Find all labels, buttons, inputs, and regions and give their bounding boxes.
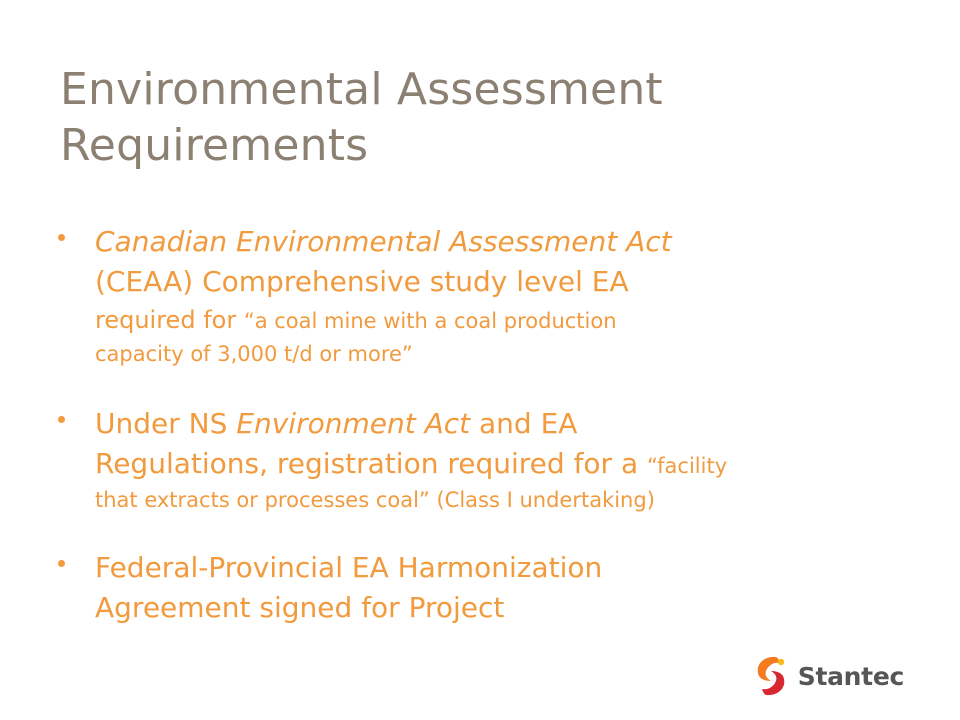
bullet-2-line-2-lead: Regulations, registration required for a: [95, 447, 648, 480]
bullet-1-quote-start: “a coal mine with a coal production: [243, 309, 617, 333]
bullet-list: [58, 222, 928, 628]
bullet-2-line-1: [95, 404, 928, 444]
bullet-2-line-3: that extracts or processes coal” (Class I undertaking): [95, 488, 655, 512]
bullet-3-line-2: Agreement signed for Project: [95, 591, 505, 624]
stantec-swirl-icon: [752, 654, 790, 698]
bullet-ns-environment-act: [58, 404, 928, 516]
bullet-1-line-3-lead: required for: [95, 306, 244, 334]
bullet-2-quote-start: “facility: [647, 454, 728, 478]
bullet-3-line-1: Federal-Provincial EA Harmonization: [95, 551, 603, 584]
title-line-1: Environmental Assessment: [60, 64, 663, 115]
bullet-1-line-1: [95, 222, 928, 262]
ns-act-name: Environment Act: [236, 407, 471, 440]
bullet-1-line-3: [95, 302, 928, 338]
bullet-harmonization: [58, 548, 928, 628]
slide-title: [60, 62, 920, 174]
bullet-dot-icon: [58, 234, 65, 241]
bullet-2-line-1-tail: and EA: [470, 407, 578, 440]
bullet-1-line-4: capacity of 3,000 t/d or more”: [95, 342, 413, 366]
stantec-logo: [752, 652, 904, 700]
bullet-dot-icon: [58, 560, 65, 567]
bullet-1-line-2: (CEAA) Comprehensive study level EA: [95, 265, 629, 298]
bullet-2-line-1-lead: Under NS: [95, 407, 237, 440]
title-line-2: Requirements: [60, 120, 369, 171]
bullet-dot-icon: [58, 416, 65, 423]
bullet-2-line-2: [95, 444, 928, 484]
ceaa-act-name: Canadian Environmental Assessment Act: [95, 225, 672, 258]
stantec-wordmark: Stantec: [797, 661, 904, 691]
bullet-ceaa: [58, 222, 928, 370]
